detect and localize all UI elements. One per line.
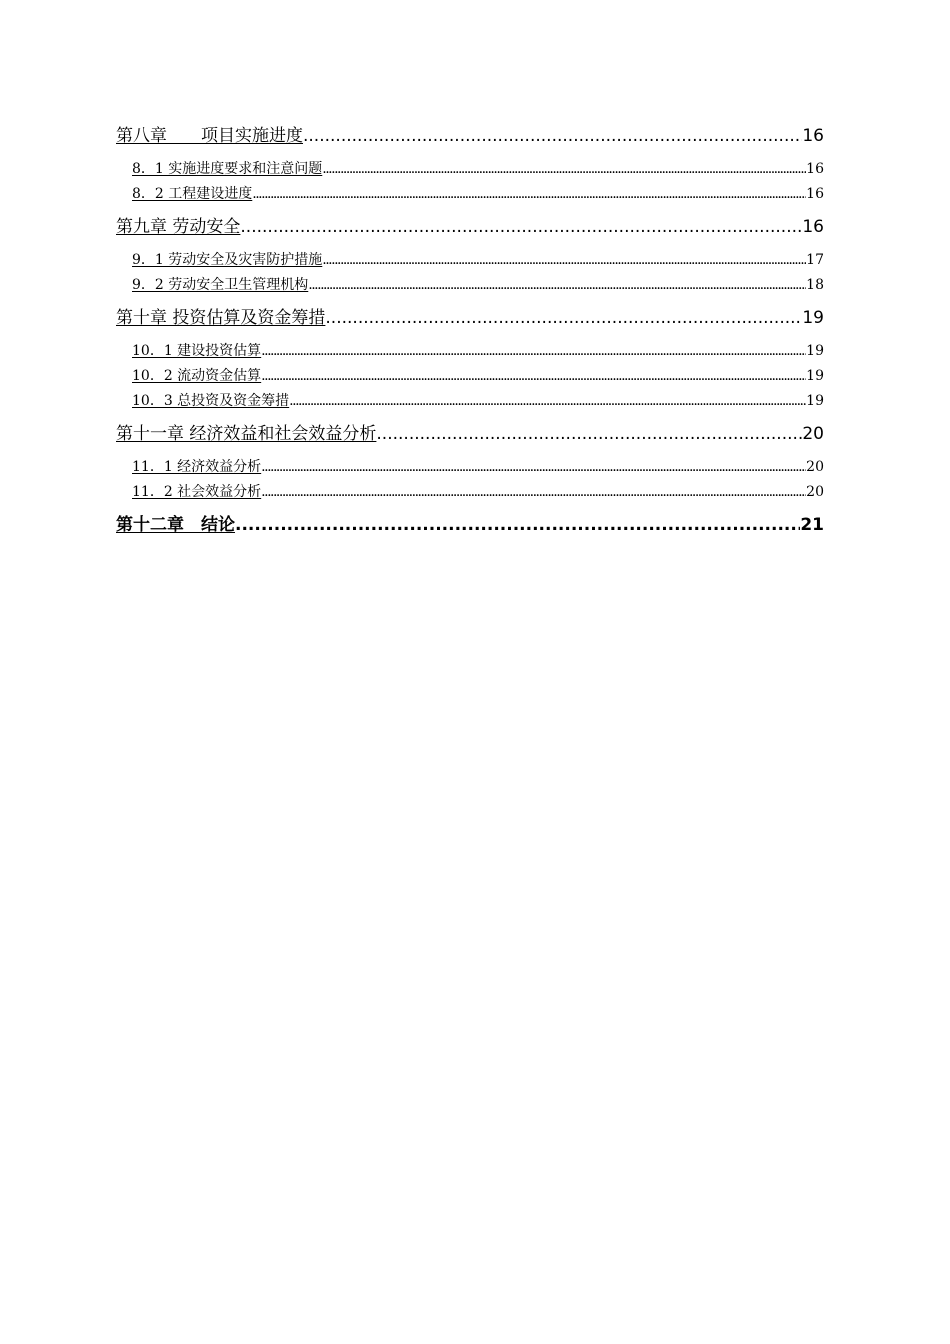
dot-leader — [376, 422, 802, 447]
toc-entry-title[interactable]: 10．2 流动资金估算 — [132, 368, 262, 384]
toc-page-number: 16 — [806, 161, 824, 177]
toc-section-11-2[interactable] — [116, 480, 824, 505]
toc-entry-title[interactable]: 10．3 总投资及资金筹措 — [132, 393, 290, 409]
toc-chapter-11[interactable] — [116, 422, 824, 447]
toc-entry-title[interactable]: 第九章 劳动安全 — [116, 217, 241, 237]
toc-page-number: 20 — [802, 424, 824, 444]
toc-entry-title[interactable]: 11．2 社会效益分析 — [132, 484, 262, 500]
toc-page-number: 18 — [806, 277, 824, 293]
toc-page-number: 20 — [806, 459, 824, 475]
toc-section-10-1[interactable] — [116, 339, 824, 364]
toc-chapter-10[interactable] — [116, 306, 824, 331]
toc-entry-title[interactable]: 第八章 项目实施进度 — [116, 126, 303, 146]
table-of-contents — [116, 124, 824, 538]
dot-leader — [322, 248, 806, 273]
toc-section-10-3[interactable] — [116, 389, 824, 414]
toc-section-9-1[interactable] — [116, 248, 824, 273]
toc-entry-title[interactable]: 8．1 实施进度要求和注意问题 — [132, 161, 323, 177]
dot-leader — [303, 124, 802, 149]
toc-page-number: 19 — [806, 343, 824, 359]
toc-entry-title[interactable]: 8．2 工程建设进度 — [132, 186, 253, 202]
toc-section-11-1[interactable] — [116, 455, 824, 480]
toc-chapter-8[interactable] — [116, 124, 824, 149]
toc-page-number: 16 — [802, 126, 824, 146]
toc-page-number: 21 — [800, 515, 824, 535]
dot-leader — [261, 480, 806, 505]
dot-leader — [322, 157, 806, 182]
toc-page-number: 19 — [806, 393, 824, 409]
dot-leader — [252, 182, 806, 207]
toc-chapter-12[interactable] — [116, 513, 824, 538]
toc-section-10-2[interactable] — [116, 364, 824, 389]
dot-leader — [289, 389, 806, 414]
toc-entry-title[interactable]: 第十章 投资估算及资金筹措 — [116, 308, 326, 328]
dot-leader — [235, 513, 800, 538]
toc-entry-title[interactable]: 11．1 经济效益分析 — [132, 459, 262, 475]
toc-page-number: 17 — [806, 252, 824, 268]
toc-section-8-1[interactable] — [116, 157, 824, 182]
dot-leader — [261, 364, 806, 389]
dot-leader — [325, 306, 802, 331]
toc-page-number: 16 — [802, 217, 824, 237]
toc-page-number: 19 — [806, 368, 824, 384]
dot-leader — [240, 215, 802, 240]
dot-leader — [308, 273, 806, 298]
toc-chapter-9[interactable] — [116, 215, 824, 240]
toc-section-8-2[interactable] — [116, 182, 824, 207]
toc-entry-title[interactable]: 第十二章 结论 — [116, 515, 235, 535]
toc-section-9-2[interactable] — [116, 273, 824, 298]
toc-page-number: 16 — [806, 186, 824, 202]
toc-page-number: 19 — [802, 308, 824, 328]
toc-entry-title[interactable]: 第十一章 经济效益和社会效益分析 — [116, 424, 377, 444]
dot-leader — [261, 339, 806, 364]
toc-entry-title[interactable]: 9．2 劳动安全卫生管理机构 — [132, 277, 309, 293]
toc-page-number: 20 — [806, 484, 824, 500]
dot-leader — [261, 455, 806, 480]
toc-entry-title[interactable]: 10．1 建设投资估算 — [132, 343, 262, 359]
toc-entry-title[interactable]: 9．1 劳动安全及灾害防护措施 — [132, 252, 323, 268]
